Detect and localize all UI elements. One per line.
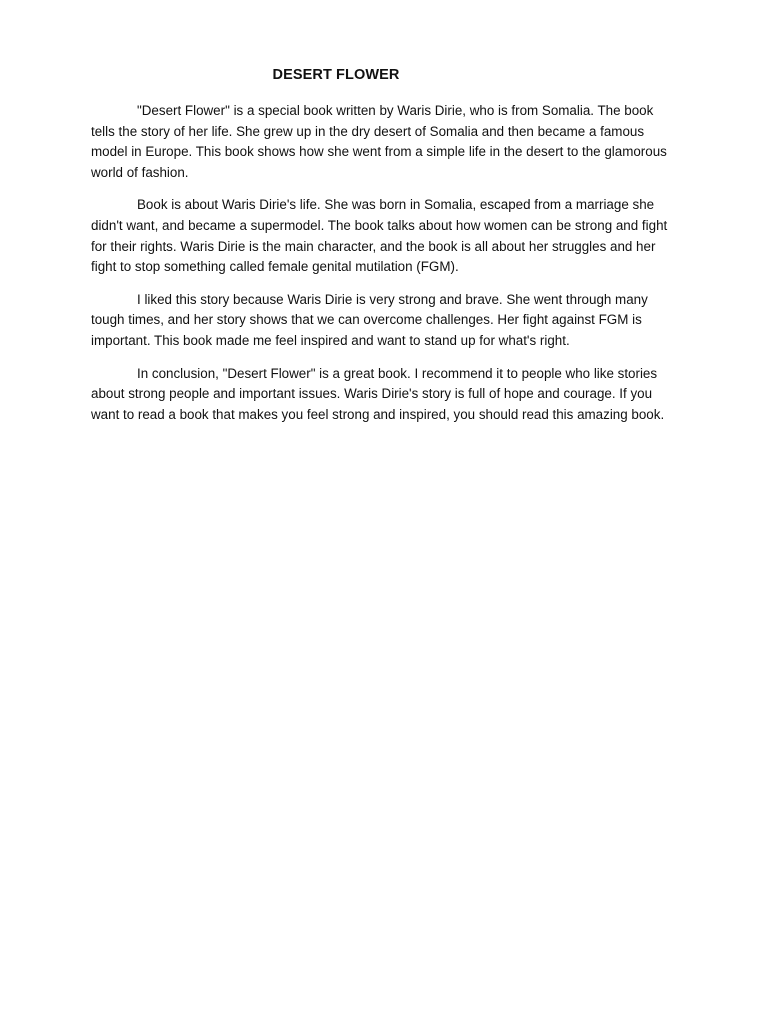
paragraph-conclusion: In conclusion, "Desert Flower" is a great book. I recommend it to people who like stories about strong people and important issues. Waris Dirie's story is full of hope and courage. If you want to read a book that makes you feel strong and inspired, you should read this amazing book. (91, 365, 665, 422)
document-body (91, 101, 679, 437)
document-title: DESERT FLOWER (272, 67, 400, 83)
paragraph-intro: "Desert Flower" is a special book written by Waris Dirie, who is from Somalia. The book tells the story of her life. She grew up in the dry desert of Somalia and then became a famous model in Europe. This book shows how she went from a simple life in the desert to the glamorous world of fashion. (91, 103, 667, 180)
paragraph-opinion: I liked this story because Waris Dirie is very strong and brave. She went through many tough times, and her story shows that we can overcome challenges. Her fight against FGM is important. This book made me feel inspired and want to stand up for what's right. (91, 291, 648, 348)
paragraph-summary: Book is about Waris Dirie's life. She was born in Somalia, escaped from a marriage she didn't want, and became a supermodel. The book talks about how women can be strong and fight for their rights. Waris Dirie is the main character, and the book is all about her struggles and her fight to stop something called female genital mutilation (FGM). (91, 197, 668, 275)
